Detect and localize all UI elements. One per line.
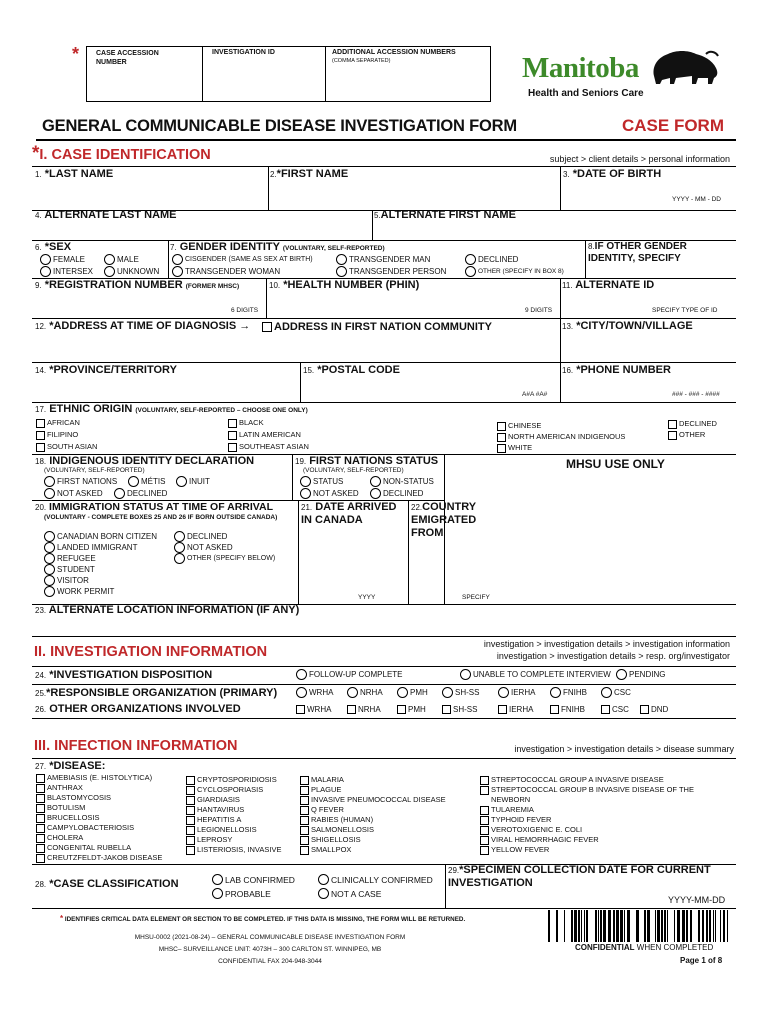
ethnic-col-1 — [36, 418, 97, 452]
postal-code-hint: A#A #A# — [522, 391, 548, 398]
section-investigation-information: II. INVESTIGATION INFORMATION — [34, 644, 268, 660]
ethnic-other-checkbox[interactable]: OTHER — [668, 430, 717, 440]
ethnic-chinese-checkbox[interactable]: CHINESE — [497, 421, 625, 431]
disease-strep-a-checkbox[interactable]: STREPTOCOCCAL GROUP A INVASIVE DISEASE — [480, 775, 694, 785]
indigenous-note: (VOLUNTARY, SELF-REPORTED) — [44, 467, 145, 474]
disease-col-4 — [480, 775, 694, 855]
health-digits-hint: 9 DIGITS — [525, 307, 553, 314]
disease-cjd-checkbox[interactable]: CREUTZFELDT-JAKOB DISEASE — [36, 853, 162, 863]
org26-dnd-checkbox[interactable]: DND — [640, 705, 668, 714]
sex-label: 6. *SEX — [35, 241, 72, 253]
disease-malaria-checkbox[interactable]: MALARIA — [300, 775, 446, 785]
first-nations-status-note: (VOLUNTARY, SELF-REPORTED) — [303, 467, 404, 474]
alternate-last-name-input[interactable] — [34, 222, 370, 238]
required-marker: * — [72, 44, 80, 64]
additional-accession-input[interactable] — [327, 68, 489, 100]
barcode-icon — [548, 910, 732, 946]
disease-vhf-checkbox[interactable]: VIRAL HEMORRHAGIC FEVER — [480, 835, 694, 845]
fn-not-asked-radio[interactable]: NOT ASKED — [300, 488, 359, 499]
ethnic-north-american-indigenous-checkbox[interactable]: NORTH AMERICAN INDIGENOUS — [497, 432, 625, 442]
health-number-input[interactable] — [268, 292, 558, 306]
first-nation-address-checkbox[interactable]: ADDRESS IN FIRST NATION COMMUNITY — [262, 321, 492, 333]
indigenous-identity-label: 18. INDIGENOUS IDENTITY DECLARATION — [35, 455, 255, 467]
disease-campylobacteriosis-checkbox[interactable]: CAMPYLOBACTERIOSIS — [36, 823, 162, 833]
additional-accession-label: ADDITIONAL ACCESSION NUMBERS — [332, 49, 456, 56]
disease-cryptosporidiosis-checkbox[interactable]: CRYPTOSPORIDIOSIS — [186, 775, 281, 785]
postal-code-label: 15. *POSTAL CODE — [303, 364, 400, 376]
fn-non-status-radio[interactable]: NON-STATUS — [370, 476, 434, 487]
confidential-label: CONFIDENTIAL WHEN COMPLETED — [575, 943, 714, 952]
sex-intersex-radio[interactable]: INTERSEX — [40, 266, 93, 277]
org26-csc-checkbox[interactable]: CSC — [601, 705, 629, 714]
responsible-organization-label: 25.*RESPONSIBLE ORGANIZATION (PRIMARY) — [35, 687, 278, 699]
date-of-birth-label: 3. *DATE OF BIRTH — [563, 168, 662, 180]
date-arrived-input[interactable] — [300, 545, 406, 591]
footer-address: MHSC– SURVEILLANCE UNIT: 4073H – 300 CARLTON ST. WINNIPEG, MB — [158, 946, 382, 953]
org25-pmh-radio[interactable]: PMH — [397, 687, 428, 698]
sex-male-radio[interactable]: MALE — [104, 254, 139, 265]
page-number: Page 1 of 8 — [680, 956, 723, 965]
footer-fax: CONFIDENTIAL FAX 204-948-3044 — [218, 958, 322, 965]
disease-smallpox-checkbox[interactable]: SMALLPOX — [300, 845, 446, 855]
disease-cyclosporiasis-checkbox[interactable]: CYCLOSPORIASIS — [186, 785, 281, 795]
disease-cholera-checkbox[interactable]: CHOLERA — [36, 833, 162, 843]
case-accession-input[interactable] — [88, 68, 200, 100]
other-organizations-label: 26. OTHER ORGANIZATIONS INVOLVED — [35, 703, 241, 715]
registration-number-input[interactable] — [34, 292, 264, 306]
org25-ierha-radio[interactable]: IERHA — [498, 687, 535, 698]
indigenous-inuit-radio[interactable]: INUIT — [176, 476, 210, 487]
disease-anthrax-checkbox[interactable]: ANTHRAX — [36, 783, 162, 793]
disease-tularemia-checkbox[interactable]: TULAREMIA — [480, 805, 694, 815]
gender-other-radio[interactable]: OTHER (SPECIFY IN BOX 8) — [465, 266, 564, 277]
specimen-date-hint: YYYY-MM-DD — [668, 895, 726, 905]
breadcrumb-personal-info: subject > client details > personal information — [549, 154, 730, 164]
disposition-follow-up-radio[interactable]: FOLLOW-UP COMPLETE — [296, 669, 403, 680]
disease-col-2 — [186, 775, 281, 855]
org26-nrha-checkbox[interactable]: NRHA — [347, 705, 381, 714]
immigration-col-1 — [44, 531, 157, 597]
disease-plague-checkbox[interactable]: PLAGUE — [300, 785, 446, 795]
ethnic-african-checkbox[interactable]: AFRICAN — [36, 418, 97, 428]
disease-rabies-checkbox[interactable]: RABIES (HUMAN) — [300, 815, 446, 825]
disease-col-1 — [36, 773, 162, 863]
fn-status-radio[interactable]: STATUS — [300, 476, 343, 487]
org26-fnihb-checkbox[interactable]: FNIHB — [550, 705, 585, 714]
province-label: 14. *PROVINCE/TERRITORY — [35, 364, 177, 376]
last-name-input[interactable] — [34, 182, 266, 208]
ethnic-declined-checkbox[interactable]: DECLINED — [668, 419, 717, 429]
disease-hantavirus-checkbox[interactable]: HANTAVIRUS — [186, 805, 281, 815]
manitoba-logo — [520, 46, 730, 102]
case-classification-label: 28. *CASE CLASSIFICATION — [35, 878, 179, 890]
first-name-input[interactable] — [270, 182, 558, 208]
city-input[interactable] — [562, 334, 734, 360]
disease-listeriosis-checkbox[interactable]: LISTERIOSIS, INVASIVE — [186, 845, 281, 855]
disease-typhoid-checkbox[interactable]: TYPHOID FEVER — [480, 815, 694, 825]
city-label: 13. *CITY/TOWN/VILLAGE — [562, 320, 693, 332]
disease-giardiasis-checkbox[interactable]: GIARDIASIS — [186, 795, 281, 805]
indigenous-metis-radio[interactable]: MÉTIS — [128, 476, 165, 487]
section-infection-information: III. INFECTION INFORMATION — [34, 738, 238, 754]
section-case-identification: *I. CASE IDENTIFICATION — [32, 143, 211, 164]
org25-wrha-radio[interactable]: WRHA — [296, 687, 333, 698]
ethnic-latin-american-checkbox[interactable]: LATIN AMERICAN — [228, 430, 309, 440]
disease-vtec-checkbox[interactable]: VEROTOXIGENIC E. COLI — [480, 825, 694, 835]
disease-blastomycosis-checkbox[interactable]: BLASTOMYCOSIS — [36, 793, 162, 803]
gender-transgender-person-radio[interactable]: TRANSGENDER PERSON — [336, 266, 446, 277]
disease-leprosy-checkbox[interactable]: LEPROSY — [186, 835, 281, 845]
org25-nrha-radio[interactable]: NRHA — [347, 687, 383, 698]
alternate-location-label: 23. ALTERNATE LOCATION INFORMATION (IF ANY) — [35, 604, 300, 616]
alternate-id-input[interactable] — [562, 292, 734, 306]
indigenous-not-asked-radio[interactable]: NOT ASKED — [44, 488, 103, 499]
disease-strep-b-checkbox[interactable]: STREPTOCOCCAL GROUP B INVASIVE DISEASE OF THE — [480, 785, 694, 795]
org25-csc-radio[interactable]: CSC — [601, 687, 631, 698]
dob-format-hint: YYYY - MM - DD — [672, 196, 721, 203]
phone-label: 16. *PHONE NUMBER — [562, 364, 671, 376]
disease-ipd-checkbox[interactable]: INVASIVE PNEUMOCOCCAL DISEASE — [300, 795, 446, 805]
disease-shigellosis-checkbox[interactable]: SHIGELLOSIS — [300, 835, 446, 845]
immig-refugee-radio[interactable]: REFUGEE — [44, 553, 157, 564]
bison-icon — [646, 46, 722, 86]
health-number-label: 10. *HEALTH NUMBER (PHIN) — [269, 279, 420, 291]
immig-declined-radio[interactable]: DECLINED — [174, 531, 275, 542]
ethnic-southeast-asian-checkbox[interactable]: SOUTHEAST ASIAN — [228, 442, 309, 452]
case-form-label: CASE FORM — [622, 116, 724, 135]
phone-hint: ### - ### - #### — [672, 391, 720, 398]
alternate-first-name-input[interactable] — [374, 222, 734, 238]
first-name-label: 2.*FIRST NAME — [270, 168, 349, 180]
disease-col-3 — [300, 775, 446, 855]
gender-transgender-woman-radio[interactable]: TRANSGENDER WOMAN — [172, 266, 280, 277]
org25-shss-radio[interactable]: SH-SS — [442, 687, 479, 698]
disease-brucellosis-checkbox[interactable]: BRUCELLOSIS — [36, 813, 162, 823]
comma-separated-note: (COMMA SEPARATED) — [332, 58, 391, 64]
sex-unknown-radio[interactable]: UNKNOWN — [104, 266, 159, 277]
disposition-unable-radio[interactable]: UNABLE TO COMPLETE INTERVIEW — [460, 669, 611, 680]
specimen-date-input[interactable] — [448, 892, 648, 906]
footer-form-id: MHSU-0002 (2021-08-24) – GENERAL COMMUNICABLE DISEASE INVESTIGATION FORM — [134, 934, 406, 941]
ethnic-origin-label: 17. ETHNIC ORIGIN (VOLUNTARY, SELF-REPORTED – CHOOSE ONE ONLY) — [35, 403, 308, 415]
other-gender-label: 8.IF OTHER GENDER IDENTITY, SPECIFY — [588, 241, 687, 264]
department-name: Health and Seniors Care — [528, 88, 644, 99]
mhsu-use-only-label: MHSU USE ONLY — [566, 457, 665, 471]
org26-ierha-checkbox[interactable]: IERHA — [498, 705, 533, 714]
immig-canadian-born-radio[interactable]: CANADIAN BORN CITIZEN — [44, 531, 157, 542]
immigration-note: (VOLUNTARY - COMPLETE BOXES 25 AND 26 IF BORN OUTSIDE CANADA) — [44, 514, 278, 521]
registration-number-label: 9. *REGISTRATION NUMBER (FORMER MHSC) — [35, 279, 240, 291]
disease-amebiasis-checkbox[interactable]: AMEBIASIS (E. HISTOLYTICA) — [36, 773, 162, 783]
disease-legionellosis-checkbox[interactable]: LEGIONELLOSIS — [186, 825, 281, 835]
class-lab-confirmed-radio[interactable]: LAB CONFIRMED — [212, 874, 295, 885]
ethnic-filipino-checkbox[interactable]: FILIPINO — [36, 430, 97, 440]
country-emigrated-label: 22.COUNTRY EMIGRATED FROM — [411, 501, 477, 539]
immig-not-asked-radio[interactable]: NOT ASKED — [174, 542, 275, 553]
immig-student-radio[interactable]: STUDENT — [44, 564, 157, 575]
case-accession-label: CASE ACCESSION NUMBER — [96, 50, 159, 66]
registration-digits-hint: 6 DIGITS — [231, 307, 259, 314]
last-name-label: 1. *LAST NAME — [35, 168, 114, 180]
disease-salmonellosis-checkbox[interactable]: SALMONELLOSIS — [300, 825, 446, 835]
first-nations-status-label: 19. FIRST NATIONS STATUS — [295, 455, 439, 467]
disease-botulism-checkbox[interactable]: BOTULISM — [36, 803, 162, 813]
immigration-status-label: 20. IMMIGRATION STATUS AT TIME OF ARRIVAL — [35, 501, 274, 513]
ethnic-col-4 — [668, 419, 717, 440]
immig-work-permit-radio[interactable]: WORK PERMIT — [44, 586, 157, 597]
alternate-id-hint: SPECIFY TYPE OF ID — [652, 307, 718, 314]
logo-wordmark: Manitoba — [522, 52, 639, 84]
postal-code-input[interactable] — [302, 378, 558, 390]
ethnic-south-asian-checkbox[interactable]: SOUTH ASIAN — [36, 442, 97, 452]
alternate-id-label: 11. ALTERNATE ID — [562, 279, 655, 291]
country-specify-hint: SPECIFY — [462, 594, 490, 601]
investigation-disposition-label: 24. *INVESTIGATION DISPOSITION — [35, 669, 213, 681]
investigation-id-label: INVESTIGATION ID — [212, 49, 275, 56]
disease-label: 27. *DISEASE: — [35, 760, 106, 772]
disease-yellow-fever-checkbox[interactable]: YELLOW FEVER — [480, 845, 694, 855]
immig-landed-radio[interactable]: LANDED IMMIGRANT — [44, 542, 157, 553]
address-input[interactable] — [34, 334, 558, 360]
date-arrived-label: 21. DATE ARRIVED IN CANADA — [301, 501, 397, 526]
footer-note: * IDENTIFIES CRITICAL DATA ELEMENT OR SECTION TO BE COMPLETED. IF THIS DATA IS MISSING, THE FORM WILL BE RETURNED. — [60, 914, 466, 923]
alternate-first-name-label: 5.ALTERNATE FIRST NAME — [374, 209, 516, 221]
immigration-col-2 — [174, 531, 275, 564]
breadcrumb-disease-summary: investigation > investigation details > disease summary — [514, 744, 734, 754]
class-not-a-case-radio[interactable]: NOT A CASE — [318, 888, 381, 899]
disease-strep-b-continued: NEWBORN — [491, 795, 531, 804]
ethnic-col-2 — [228, 418, 309, 452]
ethnic-black-checkbox[interactable]: BLACK — [228, 418, 309, 428]
gender-transgender-man-radio[interactable]: TRANSGENDER MAN — [336, 254, 430, 265]
province-input[interactable] — [34, 378, 298, 400]
org26-pmh-checkbox[interactable]: PMH — [397, 705, 426, 714]
specimen-date-label: 29.*SPECIMEN COLLECTION DATE FOR CURRENT INVESTIGATION — [448, 864, 711, 889]
org26-shss-checkbox[interactable]: SH-SS — [442, 705, 477, 714]
investigation-id-input[interactable] — [204, 62, 324, 100]
country-emigrated-input[interactable] — [410, 545, 442, 591]
gender-cisgender-radio[interactable]: CISGENDER (SAME AS SEX AT BIRTH) — [172, 254, 313, 265]
phone-input[interactable] — [562, 378, 734, 390]
ethnic-col-3 — [497, 421, 625, 453]
org26-wrha-checkbox[interactable]: WRHA — [296, 705, 331, 714]
gender-identity-label: 7. GENDER IDENTITY (VOLUNTARY, SELF-REPORTED) — [170, 241, 385, 253]
breadcrumb-resp-org: investigation > investigation details > resp. org/investigator — [496, 651, 730, 661]
alternate-last-name-label: 4. ALTERNATE LAST NAME — [35, 209, 177, 221]
indigenous-first-nations-radio[interactable]: FIRST NATIONS — [44, 476, 117, 487]
disposition-pending-radio[interactable]: PENDING — [616, 669, 665, 680]
class-clinically-confirmed-radio[interactable]: CLINICALLY CONFIRMED — [318, 874, 433, 885]
breadcrumb-investigation-info: investigation > investigation details > investigation information — [483, 639, 730, 649]
disease-q-fever-checkbox[interactable]: Q FEVER — [300, 805, 446, 815]
sex-female-radio[interactable]: FEMALE — [40, 254, 85, 265]
disease-hepatitis-a-checkbox[interactable]: HEPATITIS A — [186, 815, 281, 825]
indigenous-declined-radio[interactable]: DECLINED — [114, 488, 167, 499]
gender-declined-radio[interactable]: DECLINED — [465, 254, 518, 265]
alternate-location-input[interactable] — [34, 618, 734, 634]
form-title: GENERAL COMMUNICABLE DISEASE INVESTIGATION FORM — [42, 117, 517, 135]
org25-fnihb-radio[interactable]: FNIHB — [550, 687, 587, 698]
year-hint: YYYY — [358, 594, 376, 601]
immig-visitor-radio[interactable]: VISITOR — [44, 575, 157, 586]
immig-other-radio[interactable]: OTHER (SPECIFY BELOW) — [174, 553, 275, 564]
disease-congenital-rubella-checkbox[interactable]: CONGENITAL RUBELLA — [36, 843, 162, 853]
address-label: 12. *ADDRESS AT TIME OF DIAGNOSIS → — [35, 320, 251, 332]
ethnic-white-checkbox[interactable]: WHITE — [497, 443, 625, 453]
class-probable-radio[interactable]: PROBABLE — [212, 888, 271, 899]
fn-declined-radio[interactable]: DECLINED — [370, 488, 423, 499]
